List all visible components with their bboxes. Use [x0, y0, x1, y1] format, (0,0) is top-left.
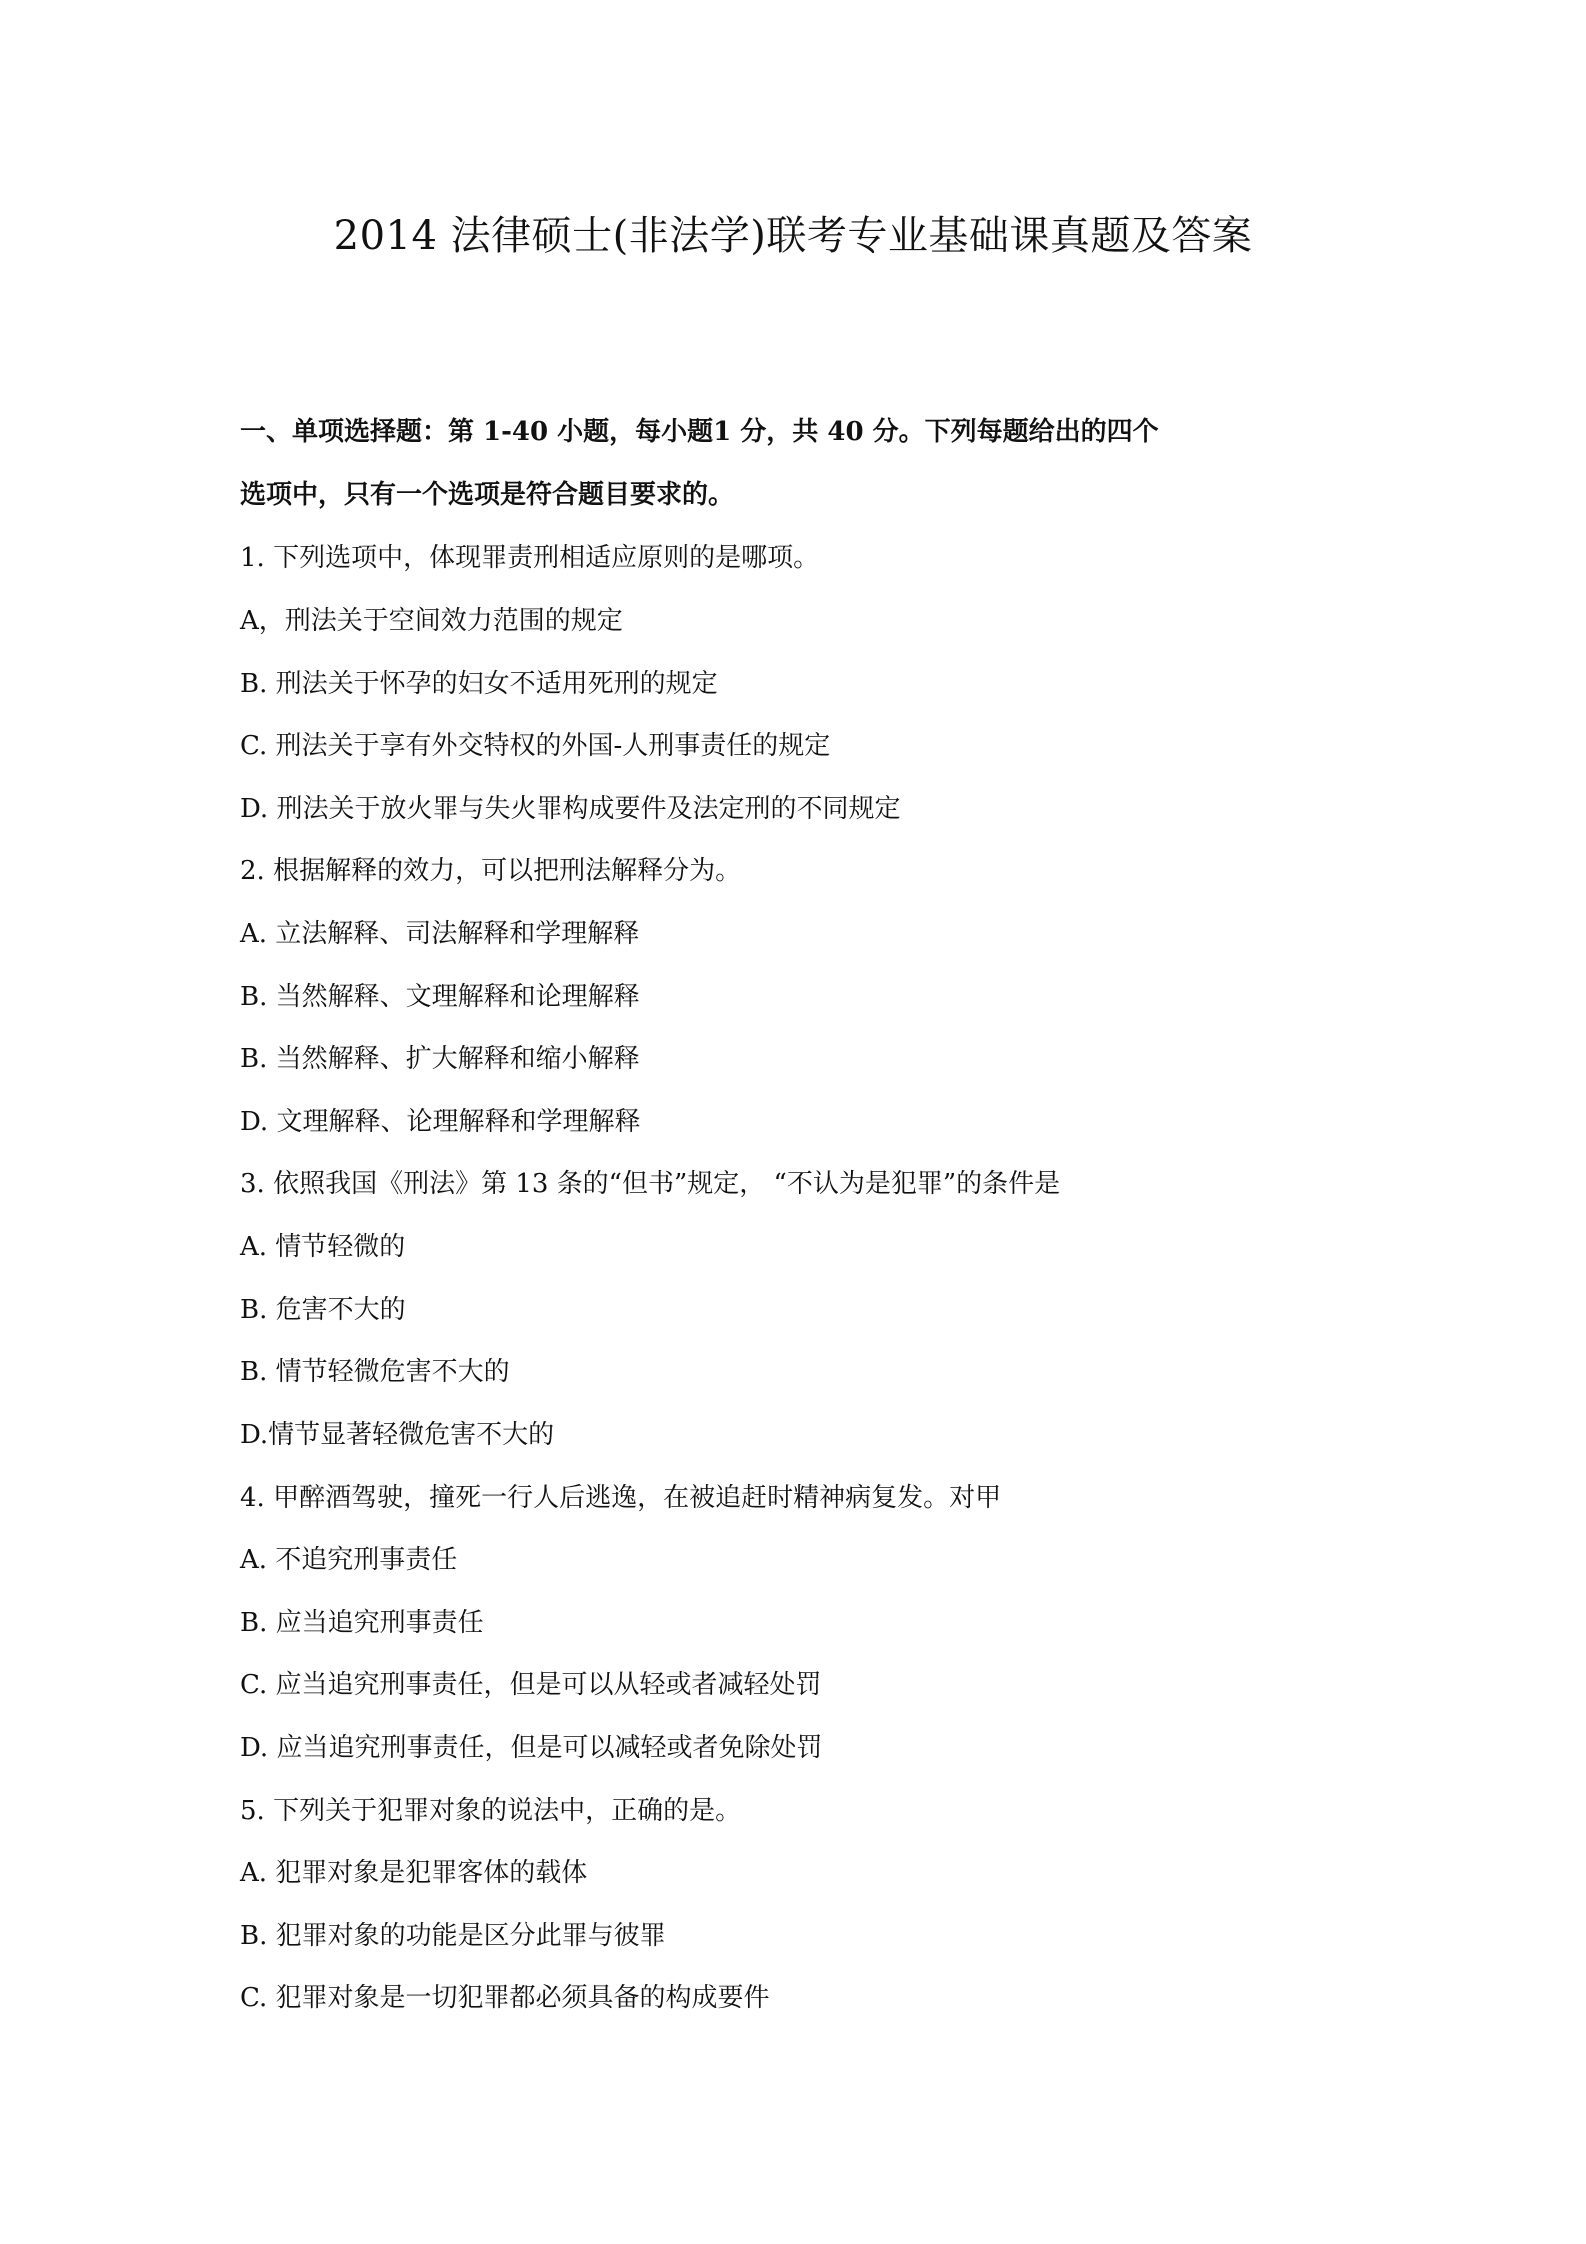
question-3-option-d: D.情节显著轻微危害不大的: [240, 1420, 555, 1450]
section-heading-line-1: 一、单项选择题：第 1-40 小题，每小题1 分，共 40 分。下列每题给出的四个: [240, 417, 1159, 447]
question-1-stem: 1. 下列选项中，体现罪责刑相适应原则的是哪项。: [240, 543, 820, 573]
question-2-option-a: A. 立法解释、司法解释和学理解释: [240, 919, 640, 949]
question-3-stem: 3. 依照我国《刑法》第 13 条的“但书”规定， “不认为是犯罪”的条件是: [240, 1169, 1061, 1199]
question-5-option-a: A. 犯罪对象是犯罪客体的载体: [240, 1858, 588, 1888]
question-2-option-b: B. 当然解释、文理解释和论理解释: [240, 982, 640, 1012]
question-5-option-c: C. 犯罪对象是一切犯罪都必须具备的构成要件: [240, 1983, 770, 2013]
question-1-option-a: A，刑法关于空间效力范围的规定: [240, 606, 623, 636]
question-1-option-d: D. 刑法关于放火罪与失火罪构成要件及法定刑的不同规定: [240, 794, 901, 824]
question-2-stem: 2. 根据解释的效力，可以把刑法解释分为。: [240, 856, 742, 886]
question-2-option-d: D. 文理解释、论理解释和学理解释: [240, 1107, 641, 1137]
question-1-option-b: B. 刑法关于怀孕的妇女不适用死刑的规定: [240, 669, 718, 699]
question-3-option-c: B. 情节轻微危害不大的: [240, 1357, 510, 1387]
question-3-option-b: B. 危害不大的: [240, 1295, 406, 1325]
section-heading-line-2: 选项中，只有一个选项是符合题目要求的。: [240, 480, 735, 510]
question-5-stem: 5. 下列关于犯罪对象的说法中，正确的是。: [240, 1796, 742, 1826]
question-2-option-c: B. 当然解释、扩大解释和缩小解释: [240, 1044, 640, 1074]
question-4-option-d: D. 应当追究刑事责任，但是可以减轻或者免除处罚: [240, 1733, 823, 1763]
question-4-option-c: C. 应当追究刑事责任，但是可以从轻或者减轻处罚: [240, 1670, 822, 1700]
question-4-option-b: B. 应当追究刑事责任: [240, 1608, 484, 1638]
question-1-option-c: C. 刑法关于享有外交特权的外国-人刑事责任的规定: [240, 731, 831, 761]
question-4-stem: 4. 甲醉酒驾驶，撞死一行人后逃逸，在被追赶时精神病复发。对甲: [240, 1483, 1002, 1513]
page-title: 2014 法律硕士(非法学)联考专业基础课真题及答案: [333, 213, 1253, 259]
question-4-option-a: A. 不追究刑事责任: [240, 1545, 458, 1575]
question-3-option-a: A. 情节轻微的: [240, 1232, 406, 1262]
question-5-option-b: B. 犯罪对象的功能是区分此罪与彼罪: [240, 1921, 666, 1951]
